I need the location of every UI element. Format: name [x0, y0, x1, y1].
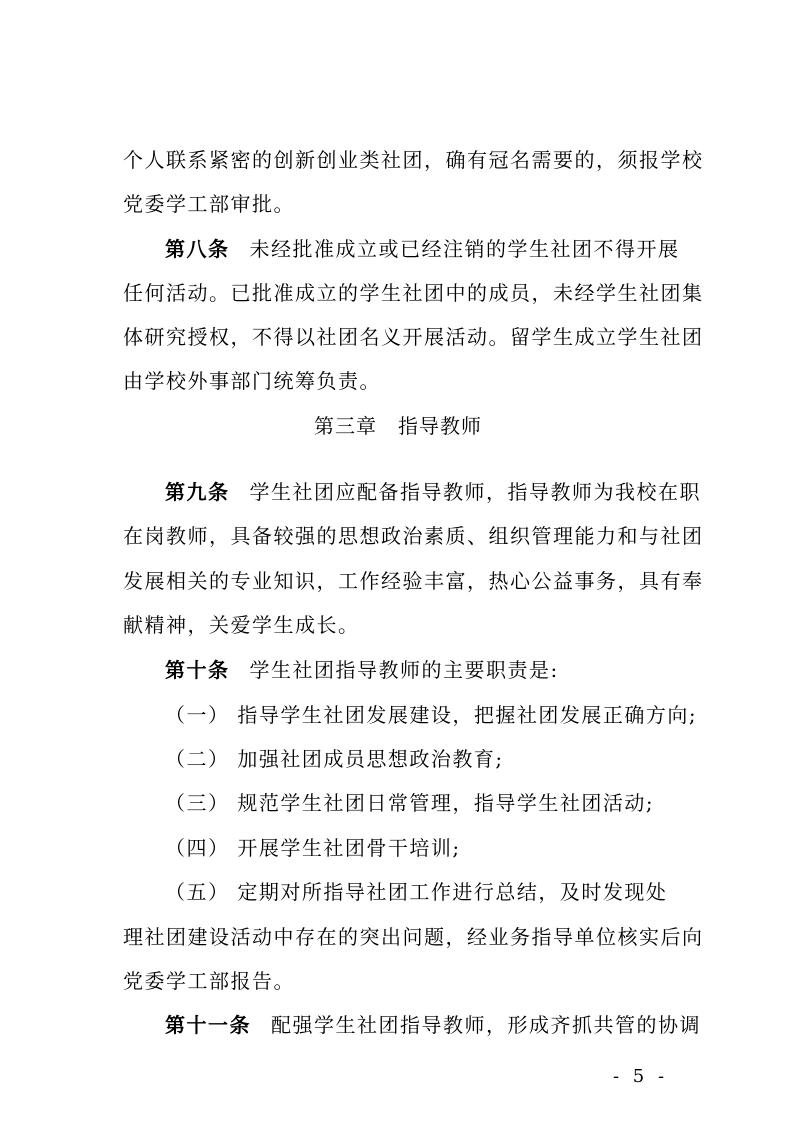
paragraph-line: 党委学工部审批。 — [123, 192, 295, 216]
article-9-line — [165, 480, 701, 504]
paragraph-line: 党委学工部报告。 — [123, 969, 295, 993]
article-text: 学生社团指导教师的主要职责是: — [249, 658, 559, 682]
page-number: - 5 - — [613, 1066, 669, 1087]
chapter-heading: 第三章 指导教师 — [314, 414, 482, 438]
paragraph-line: 理社团建设活动中存在的突出问题，经业务指导单位核实后向 — [123, 925, 704, 949]
paragraph-line: 任何活动。已批准成立的学生社团中的成员，未经学生社团集 — [123, 281, 704, 305]
article-label: 第八条 — [165, 237, 230, 261]
list-item: （三） 规范学生社团日常管理，指导学生社团活动; — [165, 791, 655, 815]
paragraph-line: 献精神，关爱学生成长。 — [123, 613, 360, 637]
article-label: 第十条 — [165, 658, 230, 682]
paragraph-line: 由学校外事部门统筹负责。 — [123, 369, 381, 393]
article-8-line — [165, 237, 680, 261]
list-item: （一） 指导学生社团发展建设，把握社团发展正确方向; — [165, 703, 698, 727]
paragraph-line: 发展相关的专业知识，工作经验丰富，热心公益事务，具有奉 — [123, 569, 704, 593]
list-item: （五） 定期对所指导社团工作进行总结，及时发现处 — [165, 880, 668, 904]
article-11-line — [165, 1013, 701, 1037]
article-text: 学生社团应配备指导教师，指导教师为我校在职 — [249, 480, 701, 504]
paragraph-line: 个人联系紧密的创新创业类社团，确有冠名需要的，须报学校 — [123, 148, 704, 172]
paragraph-line: 体研究授权，不得以社团名义开展活动。留学生成立学生社团 — [123, 325, 704, 349]
list-item: （二） 加强社团成员思想政治教育; — [165, 747, 504, 771]
article-10-line — [165, 658, 559, 682]
article-text: 配强学生社团指导教师，形成齐抓共管的协调 — [271, 1013, 701, 1037]
article-text: 未经批准成立或已经注销的学生社团不得开展 — [249, 237, 680, 261]
paragraph-line: 在岗教师，具备较强的思想政治素质、组织管理能力和与社团 — [123, 524, 704, 548]
article-label: 第十一条 — [165, 1013, 251, 1037]
article-label: 第九条 — [165, 480, 230, 504]
list-item: （四） 开展学生社团骨干培训; — [165, 836, 461, 860]
